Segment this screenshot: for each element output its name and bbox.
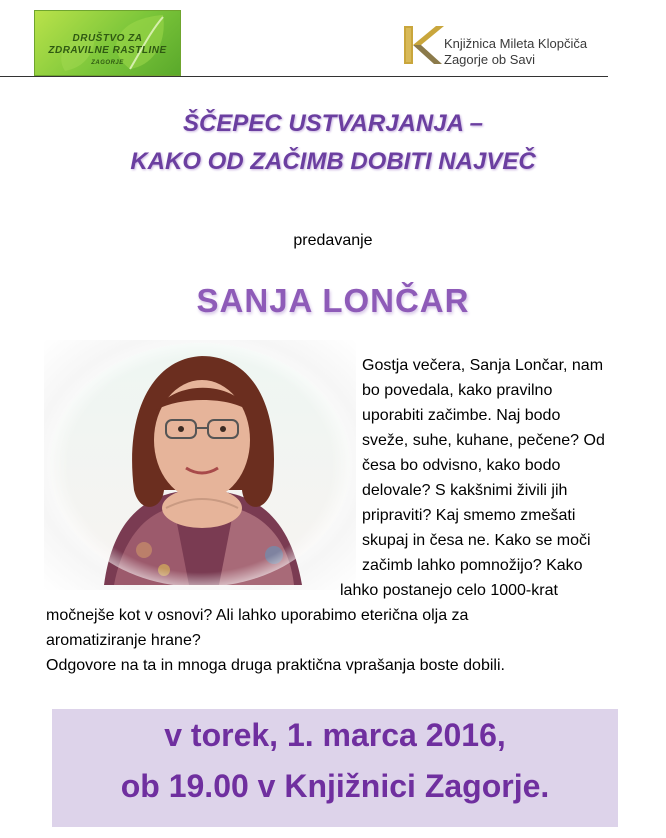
- portrait-illustration: [44, 340, 356, 590]
- description-right-column: [362, 353, 652, 578]
- description-line: močnejše kot v osnovi? Ali lahko uporabimo eterična olja za: [46, 607, 469, 624]
- description-line: Odgovore na ta in mnoga druga praktična vprašanja boste dobili.: [46, 657, 505, 674]
- library-name-line2: Zagorje ob Savi: [444, 52, 536, 67]
- event-title-line2: KAKO OD ZAČIMB DOBITI NAJVEČ: [130, 148, 536, 175]
- header-divider: [0, 76, 608, 77]
- description-line: začimb lahko pomnožijo? Kako: [362, 557, 583, 574]
- description-line: bo povedala, kako pravilno: [362, 382, 553, 399]
- description-line: delovale? S kakšnimi živili jih: [362, 482, 568, 499]
- description-line: česa bo odvisno, kako bodo: [362, 457, 561, 474]
- description-line: pripraviti? Kaj smemo zmešati: [362, 507, 576, 524]
- speaker-photo: [44, 340, 356, 590]
- library-logo: [402, 22, 612, 68]
- society-logo-line1: DRUŠTVO ZA: [72, 33, 143, 44]
- society-logo-line2: ZDRAVILNE RASTLINE: [48, 45, 167, 56]
- library-name-line1: Knjižnica Mileta Klopčiča: [444, 36, 588, 51]
- date-line: v torek, 1. marca 2016,: [164, 717, 506, 753]
- description-line: sveže, suhe, kuhane, pečene? Od: [362, 432, 605, 449]
- description-line: skupaj in česa ne. Kako se moči: [362, 532, 591, 549]
- library-k-icon: [402, 22, 444, 68]
- library-name: [444, 36, 587, 68]
- speaker-name: SANJA LONČAR: [196, 282, 470, 319]
- description-line: lahko postanejo celo 1000-krat: [340, 582, 558, 599]
- venue-line: ob 19.00 v Knjižnici Zagorje.: [120, 768, 550, 804]
- description-full-width: [46, 603, 626, 678]
- description-line: uporabiti začimbe. Naj bodo: [362, 407, 561, 424]
- event-title-line1: ŠČEPEC USTVARJANJA –: [182, 110, 484, 137]
- description-line: aromatiziranje hrane?: [46, 632, 201, 649]
- society-logo-line3: ZAGORJE: [91, 60, 124, 66]
- description-line: Gostja večera, Sanja Lončar, nam: [362, 357, 604, 374]
- event-type: predavanje: [293, 232, 373, 249]
- society-logo: [34, 10, 181, 76]
